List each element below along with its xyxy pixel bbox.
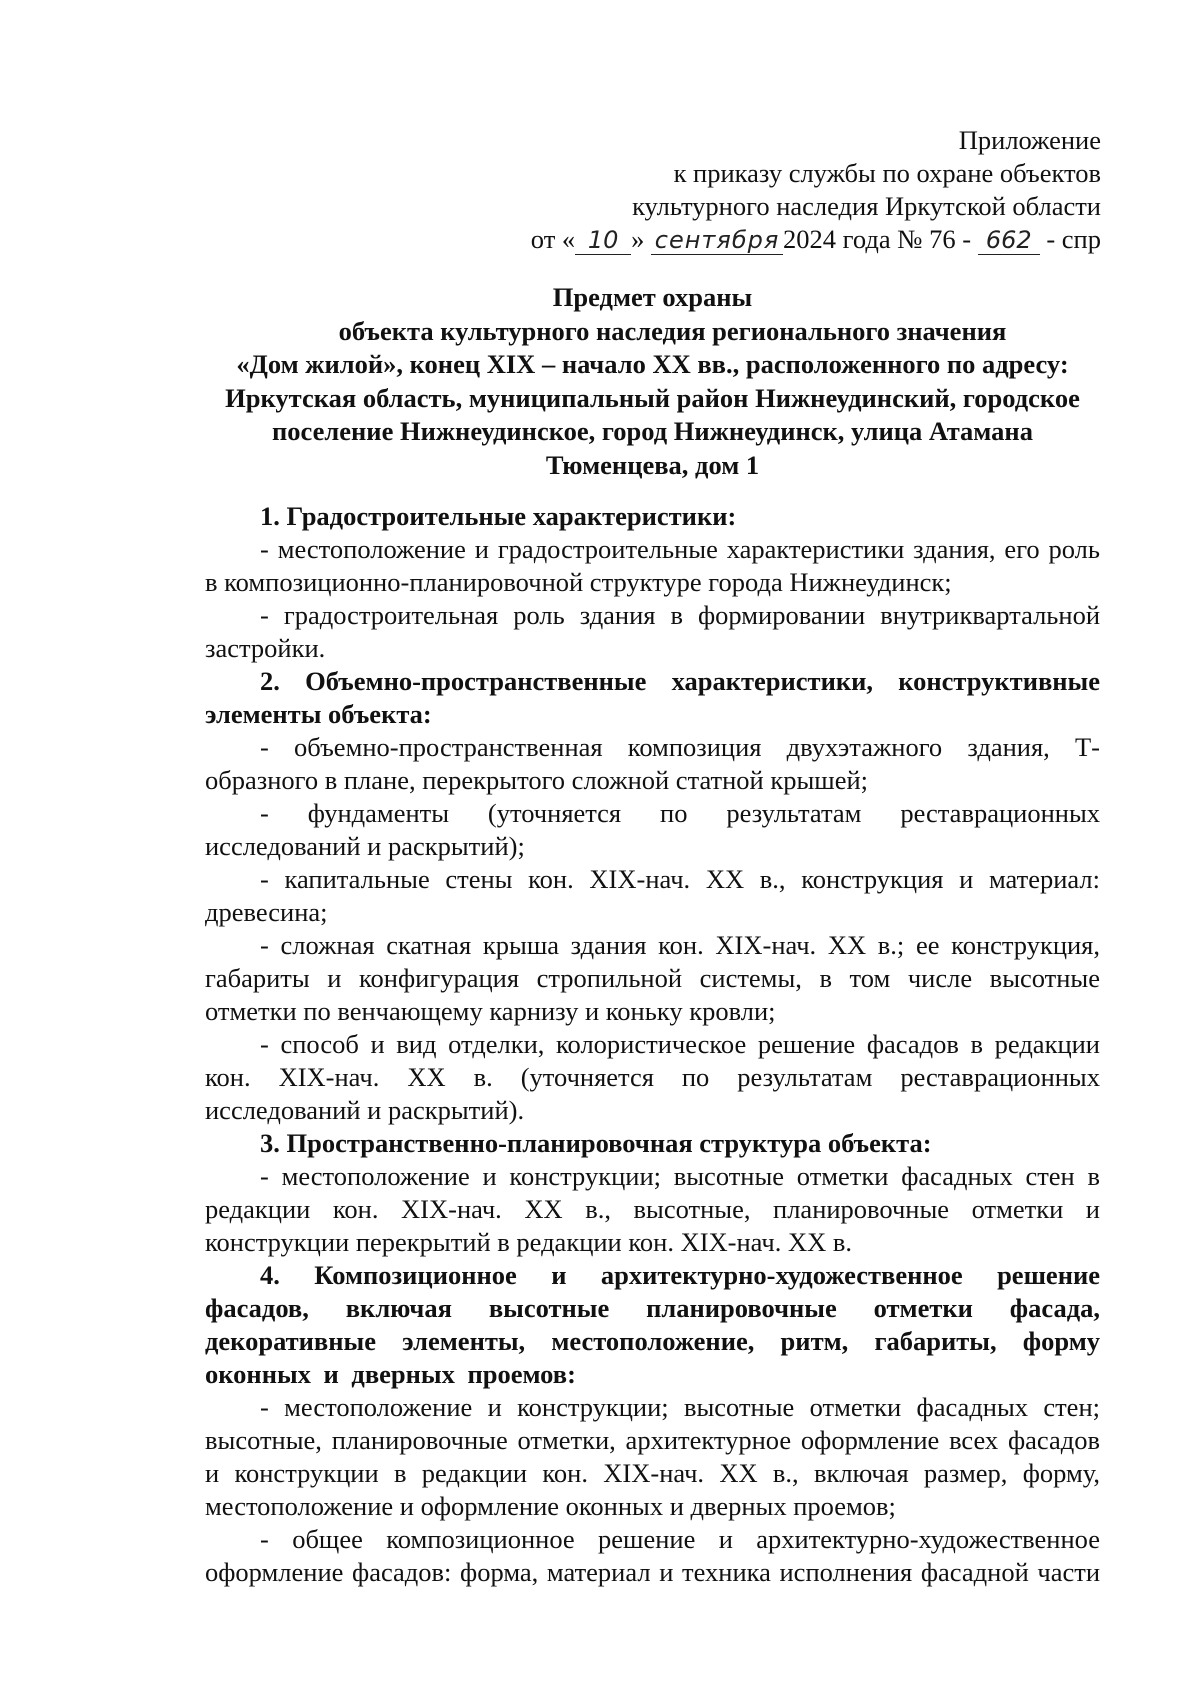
section-2-item-3: - капитальные стены кон. XIX-нач. XX в., конструкция и материал: древесина;	[205, 864, 1100, 927]
handwritten-order-number: 662	[978, 226, 1040, 255]
title-line-1: Предмет охраны	[552, 282, 753, 312]
section-3-item-1: - местоположение и конструкции; высотные отметки фасадных стен в редакции кон. XIX-нач. XX в., высотные, планировочные отметки и конструкции перекрытий в редакции кон. XIX-нач. XX в.	[205, 1161, 1100, 1257]
date-mid: »	[631, 224, 645, 254]
section-1-item-2: - градостроительная роль здания в формировании внутриквартальной застройки.	[205, 600, 1100, 663]
title-line-4: Иркутская область, муниципальный район Нижнеудинский, городское	[225, 382, 1080, 413]
handwritten-month: сентября	[651, 226, 783, 255]
title-line-5: поселение Нижнеудинское, город Нижнеудинск, улица Атамана	[272, 416, 1033, 446]
section-2-heading: 2. Объемно-пространственные характеристики, конструктивные элементы объекта:	[205, 666, 1100, 729]
section-4-item-1: - местоположение и конструкции; высотные отметки фасадных стен; высотные, планировочные отметки, архитектурное оформление всех фасадов и конструкции в редакции кон. XIX-нач. XX в., включая размер, форму, местоположение и оформление оконных и дверных проемов;	[205, 1392, 1100, 1521]
appendix-order-line: к приказу службы по охране объектов	[673, 158, 1101, 188]
document-title	[205, 281, 1100, 482]
document-body	[205, 500, 1100, 1589]
section-3-heading: 3. Пространственно-планировочная структура объекта:	[260, 1128, 932, 1158]
section-1-heading: 1. Градостроительные характеристики:	[260, 501, 737, 531]
appendix-authority-line: культурного наследия Иркутской области	[632, 191, 1101, 221]
section-4-item-2: - общее композиционное решение и архитектурно-художественное оформление фасадов: форма, материал и техника исполнения фасадной части	[205, 1524, 1100, 1587]
appendix-title: Приложение	[958, 125, 1101, 155]
section-2-item-2: - фундаменты (уточняется по результатам реставрационных исследований и раскрытий);	[205, 798, 1100, 861]
title-line-2: объекта культурного наследия регионального значения	[338, 315, 1007, 346]
section-4-heading: 4. Композиционное и архитектурно-художественное решение фасадов, включая высотные планировочные отметки фасада, декоративные элементы, местоположение, ритм, габариты, форму оконных и дверных проемов:	[205, 1260, 1100, 1389]
section-2-item-1: - объемно-пространственная композиция двухэтажного здания, Т-образного в плане, перекрытого сложной статной крышей;	[205, 732, 1100, 795]
appendix-date-line	[401, 223, 1101, 256]
title-line-3: «Дом жилой», конец XIX – начало XX вв., расположенного по адресу:	[236, 349, 1069, 379]
section-2-item-4: - сложная скатная крыша здания кон. XIX-нач. XX в.; ее конструкция, габариты и конфигурация стропильной системы, в том числе высотные отметки по венчающему карнизу и коньку кровли;	[205, 930, 1100, 1026]
handwritten-day: 10	[575, 226, 631, 255]
date-suffix: - спр	[1046, 224, 1101, 254]
section-2-item-5: - способ и вид отделки, колористическое решение фасадов в редакции кон. XIX-нач. XX в. (уточняется по результатам реставрационных исследований и раскрытий).	[205, 1029, 1100, 1125]
date-year-text: 2024 года № 76 -	[783, 224, 972, 254]
appendix-block	[401, 124, 1101, 256]
date-prefix: от «	[530, 224, 576, 254]
section-1-item-1: - местоположение и градостроительные характеристики здания, его роль в композиционно-планировочной структуре города Нижнеудинск;	[205, 534, 1100, 597]
title-line-6: Тюменцева, дом 1	[545, 449, 760, 480]
